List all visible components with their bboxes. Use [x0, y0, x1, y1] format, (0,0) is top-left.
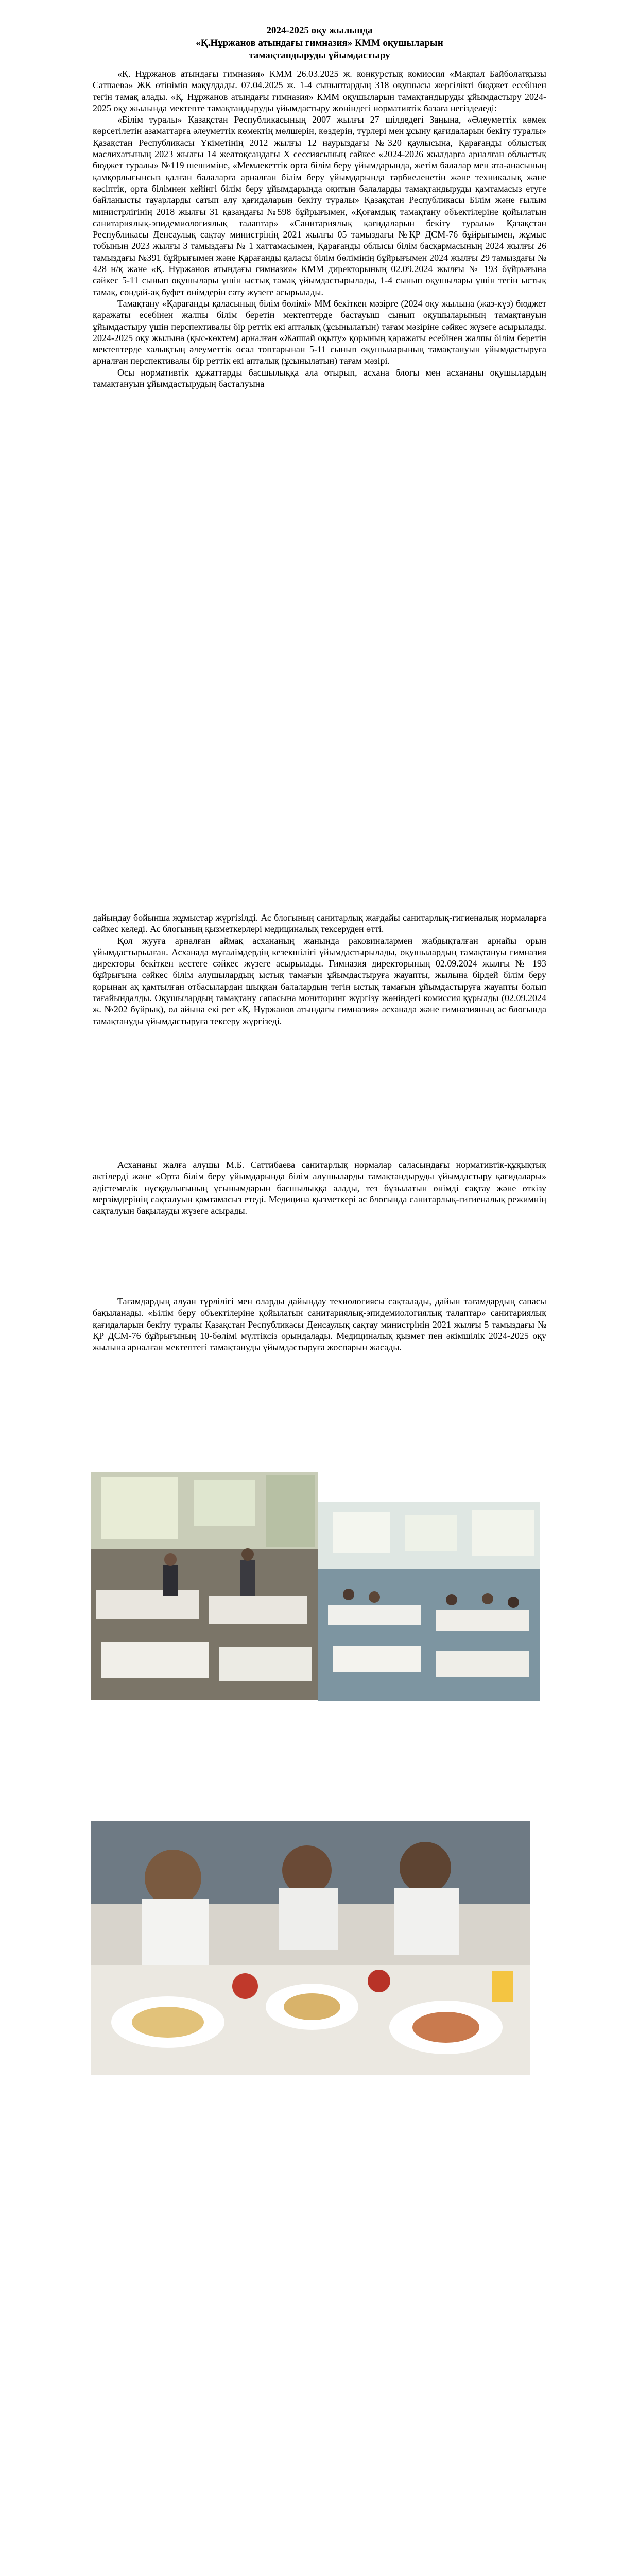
- students-lunch-photo-icon: [91, 1821, 530, 2075]
- title-line-2: «Қ.Нұржанов атындағы гимназия» КММ оқушыларын: [196, 38, 443, 48]
- paragraph: Қол жууға арналған аймақ асхананың жанында раковиналармен жабдықталған арнайы орын ұйымдастырылған. Асханада мұғалімдердің кезекшілігі ұйымдастырылады, оқушылардың тамақтануы гимназия директоры бекіткен кестеге сәйкес жүзеге асырылады. Гимназия директорының 02.09.2024 жылғы № 193 бұйрығына сәйкес білім алушылардың ыстық тамағын ұйымдастыруға жауапты, жылына бірдей білім беру қорынан ақ қамтылған отбасылардан шыққан балалардың тегін ыстық тамағын ұйымдастыруға жауапты болып тағайындалды. Оқушылардың тамақтану сапасына мониторинг жүргізу жөніндегі комиссия құрылды (02.09.2024 ж. №202 бұйрық), ол айына екі рет «Қ. Нұржанов атындағы гимназия» асханада және гимназияның ас блогында тамақтануды ұйымдастыруға тексеру жүргізеді.: [93, 935, 546, 1026]
- paragraph: Тамақтану «Қарағанды қаласының білім бөлімі» ММ бекіткен мәзірге (2024 оқу жылына (жаз-күз) бюджет қаражаты есебінен жалпы білім беретін мектептерде бастауыш сынып оқушыларының тамақтануын ұйымдастыру үшін перспективалы бір реттік екі апталық (ұсынылатын) тағам мәзіріне сәйкес жүзеге асырылады. 2024-2025 оқу жылына (қыс-көктем) арналған «Жаппай оқыту» қорының қаражаты есебінен жалпы білім беретін мектептерде халықтың әлеуметтік осал топтарынан 5-11 сынып оқушыларының тамақтануын ұйымдастыруға арналған перспективалы бір реттік екі апталық (ұсынылатын) тағам мәзірі.: [93, 298, 546, 366]
- text-block-1: [93, 68, 546, 389]
- paragraph: Тағамдардың алуан түрлілігі мен оларды дайындау технологиясы сақталады, дайын тағамдардың сапасы бақыланады. «Білім беру объектілеріне қойылатын санитариялық-эпидемиологиялық талаптар» санитариялық қағидаларын бекіту туралы Қазақстан Республикасы Денсаулық сақтау министрінің 2021 жылғы 5 тамыздағы № ҚР ДСМ-76 бұйрығының 10-бөлімі мүлтіксіз орындалады. Медициналық қызмет пен әкімшілік 2024-2025 оқу жылына арналған мектептегі тамақтануды ұйымдастыруға жоспарын жасады.: [93, 1296, 546, 1353]
- paragraph: «Білім туралы» Қазақстан Республикасының 2007 жылғы 27 шілдедегі Заңына, «Әлеуметтік көмек көрсетілетін азаматтарға әлеуметтік көмектің мөлшерін, көздерін, түрлері мен ұсыну қағидаларын бекіту туралы» Қазақстан Республикасы Үкіметінің 2012 жылғы 12 наурыздағы №320 қаулысына, Қарағанды облыстық мәслихатының 2023 жылғы 14 желтоқсандағы X сессиясының сәйкес «2024-2026 жылдарға арналған облыстық бюджет туралы» №119 шешиміне, «Мемлекеттік орта білім беру ұйымдарында, жетім балалар мен ата-анасының қамқорлығынсыз қалған балаларға арналған білім беру ұйымдарында тәрбиеленетін және техникалық және кәсіптік, орта білімнен кейінгі білім беру ұйымдарында оқитын балаларды тамақтандыруды қамтамасыз етуге байланысты тауарларды сатып алу қағидаларын бекіту туралы» Қазақстан Республикасы Білім және ғылым министрлігінің 2018 жылғы 31 қазандағы №598 бұйрығымен, «Қоғамдық тамақтану объектілеріне қойылатын санитариялық-эпидемиологиялық талаптар» «Санитариялық қағидаларын бекіту туралы» Қазақстан Республикасы Денсаулық сақтау министрінің 2021 жылғы 05 тамыздағы №ҚР ДСМ-76 бұйрығымен, жұмыс тобының 2023 жылғы 3 тамыздағы № 1 хаттамасымен, Қарағанды облысы білім басқармасының 2024 жылғы 26 тамыздағы №391 бұйрығымен және Қарағанды қаласы білім бөлімінің бұйрығымен 2024 жылғы 29 тамыздағы № 428 н/қ және «Қ. Нұржанов атындағы гимназия» КММ директорының 02.09.2024 жылғы № 193 бұйрығына сәйкес 5-11 сынып оқушылары үшін ыстық тамақ ұйымдастырылады, 1-4 сынып оқушылары үшін тегін ыстық тамақ, сондай-ақ буфет өнімдерін сату жүзеге асырылады.: [93, 114, 546, 297]
- page-title: [93, 25, 546, 62]
- paragraph: дайындау бойынша жұмыстар жүргізілді. Ас блогының санитарлық жағдайы санитарлық-гигиеналық нормаларға сәйкес келеді. Ас блогының қызметкерлері медициналық тексеруден өтті.: [93, 912, 546, 935]
- title-line-3: тамақтандыруды ұйымдастыру: [249, 50, 390, 61]
- paragraph: «Қ. Нұржанов атындағы гимназия» КММ 26.03.2025 ж. конкурстық комиссия «Мақпал Байболатқызы Сатпаева» ЖК өтінімін мақұлдады. 07.04.2025 ж. 1-4 сыныптардың 318 оқушысы жергілікті бюджет есебінен тегін тамақ алады. «Қ. Нұржанов атындағы гимназия» КММ оқушыларын тамақтандыруды ұйымдастыру 2024-2025 оқу жылында мектепте тамақтандыруды ұйымдастыру жөніндегі нормативтік базаға негізделеді:: [93, 69, 546, 113]
- text-block-4: [93, 1296, 546, 1353]
- paragraph: Асхананы жалға алушы М.Б. Саттибаева санитарлық нормалар саласындағы нормативтік-құқықтық актілерді және «Орта білім беру ұйымдарында білім алушыларды тамақтандыруды ұйымдастыру қағидалары» әдістемелік нұсқаулығының ұсынымдарын басшылыққа алады, тез бұзылатын өнімді сақтау және өткізу мерзімдерінің сақталуын қамтамасыз етеді. Медицина қызметкері ас блогында санитарлық-гигиеналық режимнің сақталуын бақылауды жүзеге асырады.: [93, 1160, 546, 1216]
- text-block-3: [93, 1159, 546, 1216]
- dining-hall-photo-icon: [318, 1502, 540, 1701]
- title-line-1: 2024-2025 оқу жылында: [266, 25, 373, 36]
- paragraph: Осы нормативтік құжаттарды басшылыққа ала отырып, асхана блогы мен асхананы оқушылардың тамақтануын ұйымдастырудың басталуына: [93, 367, 546, 389]
- cafeteria-photo-icon: [91, 1472, 318, 1700]
- text-block-2: [93, 912, 546, 1027]
